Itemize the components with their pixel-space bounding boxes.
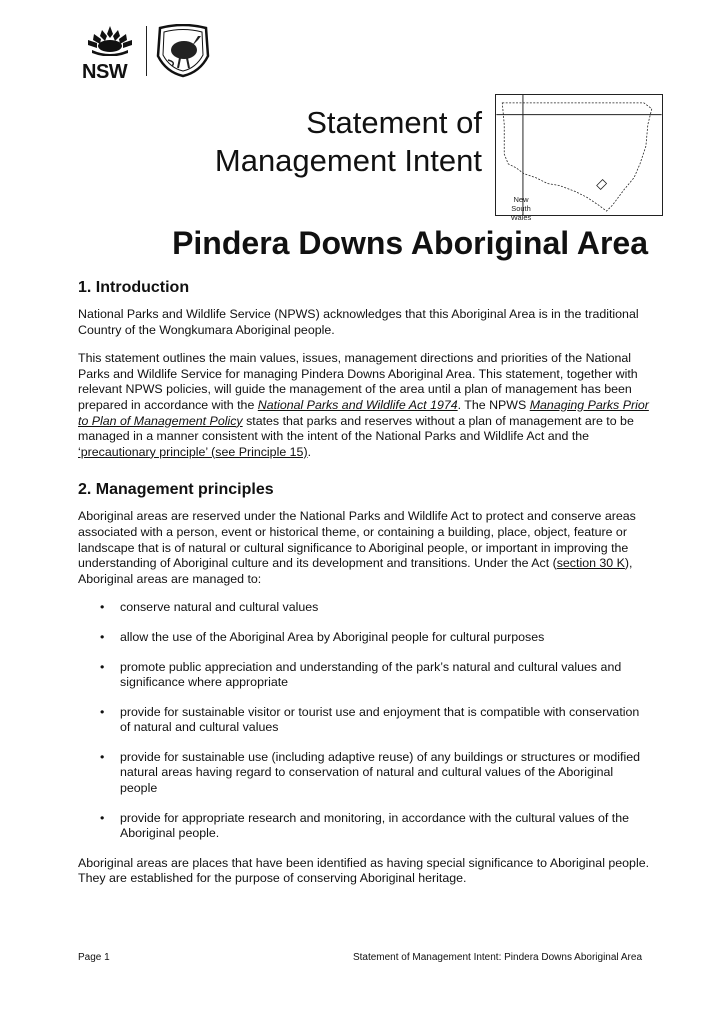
npws-emu-seal-icon bbox=[154, 24, 212, 78]
principles-paragraph-2: Aboriginal areas are places that have been identified as having special significance to Aboriginal people. They are established for the purpose of conserving Aboriginal heritage. bbox=[78, 855, 650, 886]
precautionary-principle-link[interactable]: ‘precautionary principle’ (see Principle 15) bbox=[78, 444, 308, 459]
managing-parks-policy-link[interactable]: Managing Parks Prior to Plan of Management Policy bbox=[78, 397, 649, 428]
list-item: • provide for sustainable use (including adaptive reuse) of any buildings or structures or modified natural areas having regard to conservation of natural and cultural values of the Aboriginal people bbox=[120, 750, 650, 797]
document-body bbox=[78, 278, 650, 900]
nsw-logo-text: NSW bbox=[82, 61, 128, 83]
page-number: Page 1 bbox=[78, 952, 110, 963]
intro-p2-text-b: . The NPWS bbox=[457, 397, 530, 412]
list-item: • promote public appreciation and understanding of the park’s natural and cultural values and significance where appropriate bbox=[120, 660, 650, 691]
principles-heading: 2. Management principles bbox=[78, 481, 274, 499]
nsw-government-logo bbox=[82, 24, 138, 83]
logo-divider bbox=[146, 26, 147, 76]
map-label: New South Wales bbox=[510, 195, 532, 222]
page-title: Pindera Downs Aboriginal Area bbox=[172, 225, 648, 261]
footer-doc-title: Statement of Management Intent: Pindera Downs Aboriginal Area bbox=[352, 952, 642, 963]
intro-heading: 1. Introduction bbox=[78, 279, 190, 296]
npws-seal-logo bbox=[154, 24, 212, 78]
intro-p2-text-c: states that parks and reserves without a plan of management are to be managed in a manner consistent with the intent of the National Parks and Wildlife Act and the bbox=[78, 413, 634, 444]
document-type-title bbox=[215, 104, 482, 180]
title-line-1: Statement of bbox=[306, 105, 482, 140]
list-item: • conserve natural and cultural values bbox=[120, 600, 650, 616]
waratah-icon bbox=[82, 24, 138, 56]
intro-paragraph-1: National Parks and Wildlife Service (NPWS) acknowledges that this Aboriginal Area is in the traditional Country of the Wongkumara Aboriginal people. bbox=[78, 307, 639, 337]
principles-paragraph-1 bbox=[78, 509, 650, 587]
management-objectives-list bbox=[78, 600, 650, 842]
principles-p1-text-b: ), Aboriginal areas are managed to: bbox=[78, 556, 633, 586]
intro-paragraph-2 bbox=[78, 351, 650, 460]
intro-p2-text-d: . bbox=[307, 444, 312, 459]
npw-act-link[interactable]: National Parks and Wildlife Act 1974 bbox=[257, 397, 458, 412]
locator-map bbox=[495, 94, 663, 222]
list-item: • allow the use of the Aboriginal Area by Aboriginal people for cultural purposes bbox=[120, 630, 650, 646]
intro-p2-text-a: This statement outlines the main values, issues, management directions and priorities of the National Parks and Wildlife Service for managing Pindera Downs Aboriginal Area. This statement, together with relevant NPWS policies, will guide the management of the area until a plan of management has been prepared in accordance with the bbox=[78, 351, 638, 412]
list-item: • provide for sustainable visitor or tourist use and enjoyment that is compatible with conservation of natural and cultural values bbox=[120, 705, 650, 736]
section-30k-link[interactable]: section 30 K bbox=[556, 556, 625, 571]
principles-p1-text-a: Aboriginal areas are reserved under the National Parks and Wildlife Act to protect and conserve areas associated with a person, event or historical theme, or containing a building, place, object, feature or landscape that is of natural or cultural significance to Aboriginal people, or important in improving the understanding of Aboriginal culture and its development and transitions. Under the Act ( bbox=[78, 509, 636, 571]
list-item: • provide for appropriate research and monitoring, in accordance with the cultural values of the Aboriginal people. bbox=[120, 811, 650, 842]
title-line-2: Management Intent bbox=[214, 143, 482, 178]
